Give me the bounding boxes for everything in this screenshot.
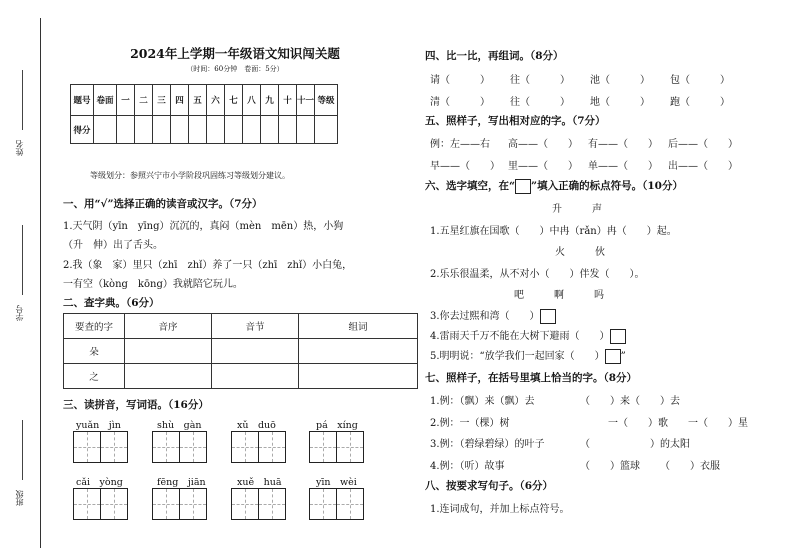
sec6-text: 5.明明说：“放学我们一起回家（ ） <box>430 351 605 362</box>
dict-header: 组词 <box>299 314 418 339</box>
score-header-cell: 一 <box>117 85 135 116</box>
writing-grid[interactable] <box>73 431 128 463</box>
pinyin-label: yīn wèi <box>316 477 357 488</box>
section-7-title: 七、照样子，在括号里填上恰当的字。（8分） <box>425 372 638 384</box>
section-6-title-start: 六、选字填空，在“ <box>425 180 516 192</box>
antonym-item: 例：左——右 <box>430 139 490 150</box>
compare-item: 往（ ） <box>510 75 570 86</box>
dict-row <box>64 339 418 364</box>
pinyin-label: xuě huā <box>237 477 282 488</box>
student-id-label: 学号 <box>15 305 24 321</box>
sec6-line <box>430 307 556 324</box>
sec8-line: 1.连词成句，并加上标点符号。 <box>430 504 570 515</box>
example-item: 2.例：一（棵）树 <box>430 418 510 429</box>
section-2-title: 二、查字典。（6分） <box>63 297 160 309</box>
dict-answer-cell[interactable] <box>299 364 418 389</box>
antonym-item: 早——（ ） <box>430 161 500 172</box>
score-header-cell: 九 <box>261 85 279 116</box>
fill-item: （ ）来（ ）去 <box>580 396 680 407</box>
name-label: 姓名 <box>15 140 24 156</box>
score-header-cell: 六 <box>207 85 225 116</box>
sec6-line: 1.五星红旗在国歌（ ）中冉（rǎn）冉（ ）起。 <box>430 226 677 237</box>
score-cell[interactable] <box>243 116 261 144</box>
class-label: 班级 <box>15 490 24 506</box>
score-row-label: 得分 <box>71 116 94 144</box>
pinyin-label: xǔ duō <box>237 420 276 431</box>
score-header-cell: 五 <box>189 85 207 116</box>
sec1-line: 2.我（象 家）里只（zhī zhǐ）养了一只（zhī zhǐ）小白兔， <box>63 260 353 271</box>
dict-answer-cell[interactable] <box>125 364 212 389</box>
student-id-line <box>22 225 23 295</box>
writing-grid[interactable] <box>152 488 207 520</box>
antonym-item: 出——（ ） <box>668 161 738 172</box>
writing-grid[interactable] <box>231 488 286 520</box>
page-title: 2024年上学期一年级语文知识闯关题 <box>130 46 340 61</box>
compare-item: 跑（ ） <box>670 97 730 108</box>
punctuation-box[interactable] <box>540 309 556 324</box>
pinyin-label: shù gàn <box>157 420 202 431</box>
section-6-title <box>425 178 683 194</box>
pinyin-label: fēng jiān <box>157 477 206 488</box>
score-cell[interactable] <box>171 116 189 144</box>
score-header-cell: 三 <box>153 85 171 116</box>
compare-item: 地（ ） <box>590 97 650 108</box>
score-header-cell: 十一 <box>297 85 315 116</box>
blank-box <box>515 179 531 194</box>
section-5-title: 五、照样子，写出相对应的字。（7分） <box>425 115 606 127</box>
score-header-cell: 十 <box>279 85 297 116</box>
score-header-cell: 等级 <box>315 85 338 116</box>
sec1-line: 1.天气阴（yīn yīng）沉沉的，真闷（mèn mēn）热，小狗 <box>63 221 344 232</box>
writing-grid[interactable] <box>73 488 128 520</box>
punctuation-box[interactable] <box>605 349 621 364</box>
section-4-title: 四、比一比，再组词。（8分） <box>425 50 564 62</box>
score-header-cell: 七 <box>225 85 243 116</box>
page-subtitle: （时间：60分钟 卷面：5分） <box>186 65 284 73</box>
pinyin-label: pá xíng <box>316 420 358 431</box>
compare-item: 包（ ） <box>670 75 730 86</box>
grading-note: 等级划分：参照兴宁市小学阶段巩固练习等级划分建议。 <box>90 171 290 180</box>
fill-item: 一（ ）星 <box>688 418 748 429</box>
score-table <box>70 84 338 144</box>
sec6-text: 3.你去过熙和湾（ ） <box>430 311 540 322</box>
score-header-cell: 四 <box>171 85 189 116</box>
score-header-cell: 二 <box>135 85 153 116</box>
example-item: 1.例：（飘）来（飘）去 <box>430 396 535 407</box>
fill-item: 一（ ）歌 <box>608 418 668 429</box>
fill-item: （ ）衣服 <box>660 461 720 472</box>
dict-header-row <box>64 314 418 339</box>
choice-words: 升 声 <box>552 204 602 215</box>
sec6-text: 4.雷雨天千万不能在大树下避雨（ ） <box>430 331 610 342</box>
score-cell[interactable] <box>117 116 135 144</box>
choice-words: 火 伙 <box>555 247 605 258</box>
antonym-item: 后——（ ） <box>668 139 738 150</box>
sec6-text: ” <box>620 351 626 362</box>
antonym-item: 里——（ ） <box>508 161 578 172</box>
pinyin-label: yuǎn jìn <box>76 420 121 431</box>
dict-row <box>64 364 418 389</box>
score-cell[interactable] <box>135 116 153 144</box>
compare-item: 请（ ） <box>430 75 490 86</box>
score-cell[interactable] <box>189 116 207 144</box>
dict-answer-cell[interactable] <box>212 364 299 389</box>
score-header-cell: 卷面 <box>94 85 117 116</box>
score-header-cell: 题号 <box>71 85 94 116</box>
class-line <box>22 420 23 480</box>
dict-char: 朵 <box>64 339 125 364</box>
sec6-line: 2.乐乐很温柔，从不对小（ ）伴发（ ）。 <box>430 269 645 280</box>
compare-item: 往（ ） <box>510 97 570 108</box>
dict-answer-cell[interactable] <box>212 339 299 364</box>
sec6-line <box>430 327 626 344</box>
dict-header: 音序 <box>125 314 212 339</box>
antonym-item: 高——（ ） <box>508 139 578 150</box>
choice-words: 吧 啊 吗 <box>514 290 604 301</box>
example-item: 3.例：（碧绿碧绿）的叶子 <box>430 439 545 450</box>
dict-answer-cell[interactable] <box>299 339 418 364</box>
antonym-item: 有——（ ） <box>588 139 658 150</box>
dict-header: 音节 <box>212 314 299 339</box>
writing-grid[interactable] <box>231 431 286 463</box>
dict-answer-cell[interactable] <box>125 339 212 364</box>
sec1-line: （升 伸）出了舌头。 <box>63 240 163 251</box>
compare-item: 池（ ） <box>590 75 650 86</box>
dict-header: 要查的字 <box>64 314 125 339</box>
punctuation-box[interactable] <box>610 329 626 344</box>
score-cell[interactable] <box>315 116 338 144</box>
dictionary-table <box>63 313 418 389</box>
score-cell[interactable] <box>261 116 279 144</box>
example-item: 4.例：（听）故事 <box>430 461 505 472</box>
margin-line <box>40 18 41 548</box>
score-cell[interactable] <box>94 116 117 144</box>
sec1-line: 一有空（kòng kōng）我就陪它玩儿。 <box>63 279 243 290</box>
section-6-title-end: ”填入正确的标点符号。（10分） <box>531 180 683 192</box>
score-header-cell: 八 <box>243 85 261 116</box>
fill-item: （ ）的太阳 <box>580 439 690 450</box>
score-header-row <box>71 85 338 116</box>
score-cell[interactable] <box>207 116 225 144</box>
pinyin-label: cǎi yòng <box>76 477 123 488</box>
compare-item: 清（ ） <box>430 97 490 108</box>
score-cell[interactable] <box>153 116 171 144</box>
antonym-item: 单——（ ） <box>588 161 658 172</box>
section-8-title: 八、按要求写句子。（6分） <box>425 480 554 492</box>
score-entry-row <box>71 116 338 144</box>
score-cell[interactable] <box>225 116 243 144</box>
fill-item: （ ）篮球 <box>580 461 640 472</box>
section-1-title: 一、用“√”选择正确的读音或汉字。（7分） <box>63 198 263 210</box>
writing-grid[interactable] <box>309 431 364 463</box>
section-3-title: 三、读拼音，写词语。（16分） <box>63 399 209 411</box>
name-line <box>22 70 23 130</box>
writing-grid[interactable] <box>309 488 364 520</box>
dict-char: 之 <box>64 364 125 389</box>
score-cell[interactable] <box>279 116 297 144</box>
sec6-line <box>430 347 626 364</box>
writing-grid[interactable] <box>152 431 207 463</box>
score-cell[interactable] <box>297 116 315 144</box>
